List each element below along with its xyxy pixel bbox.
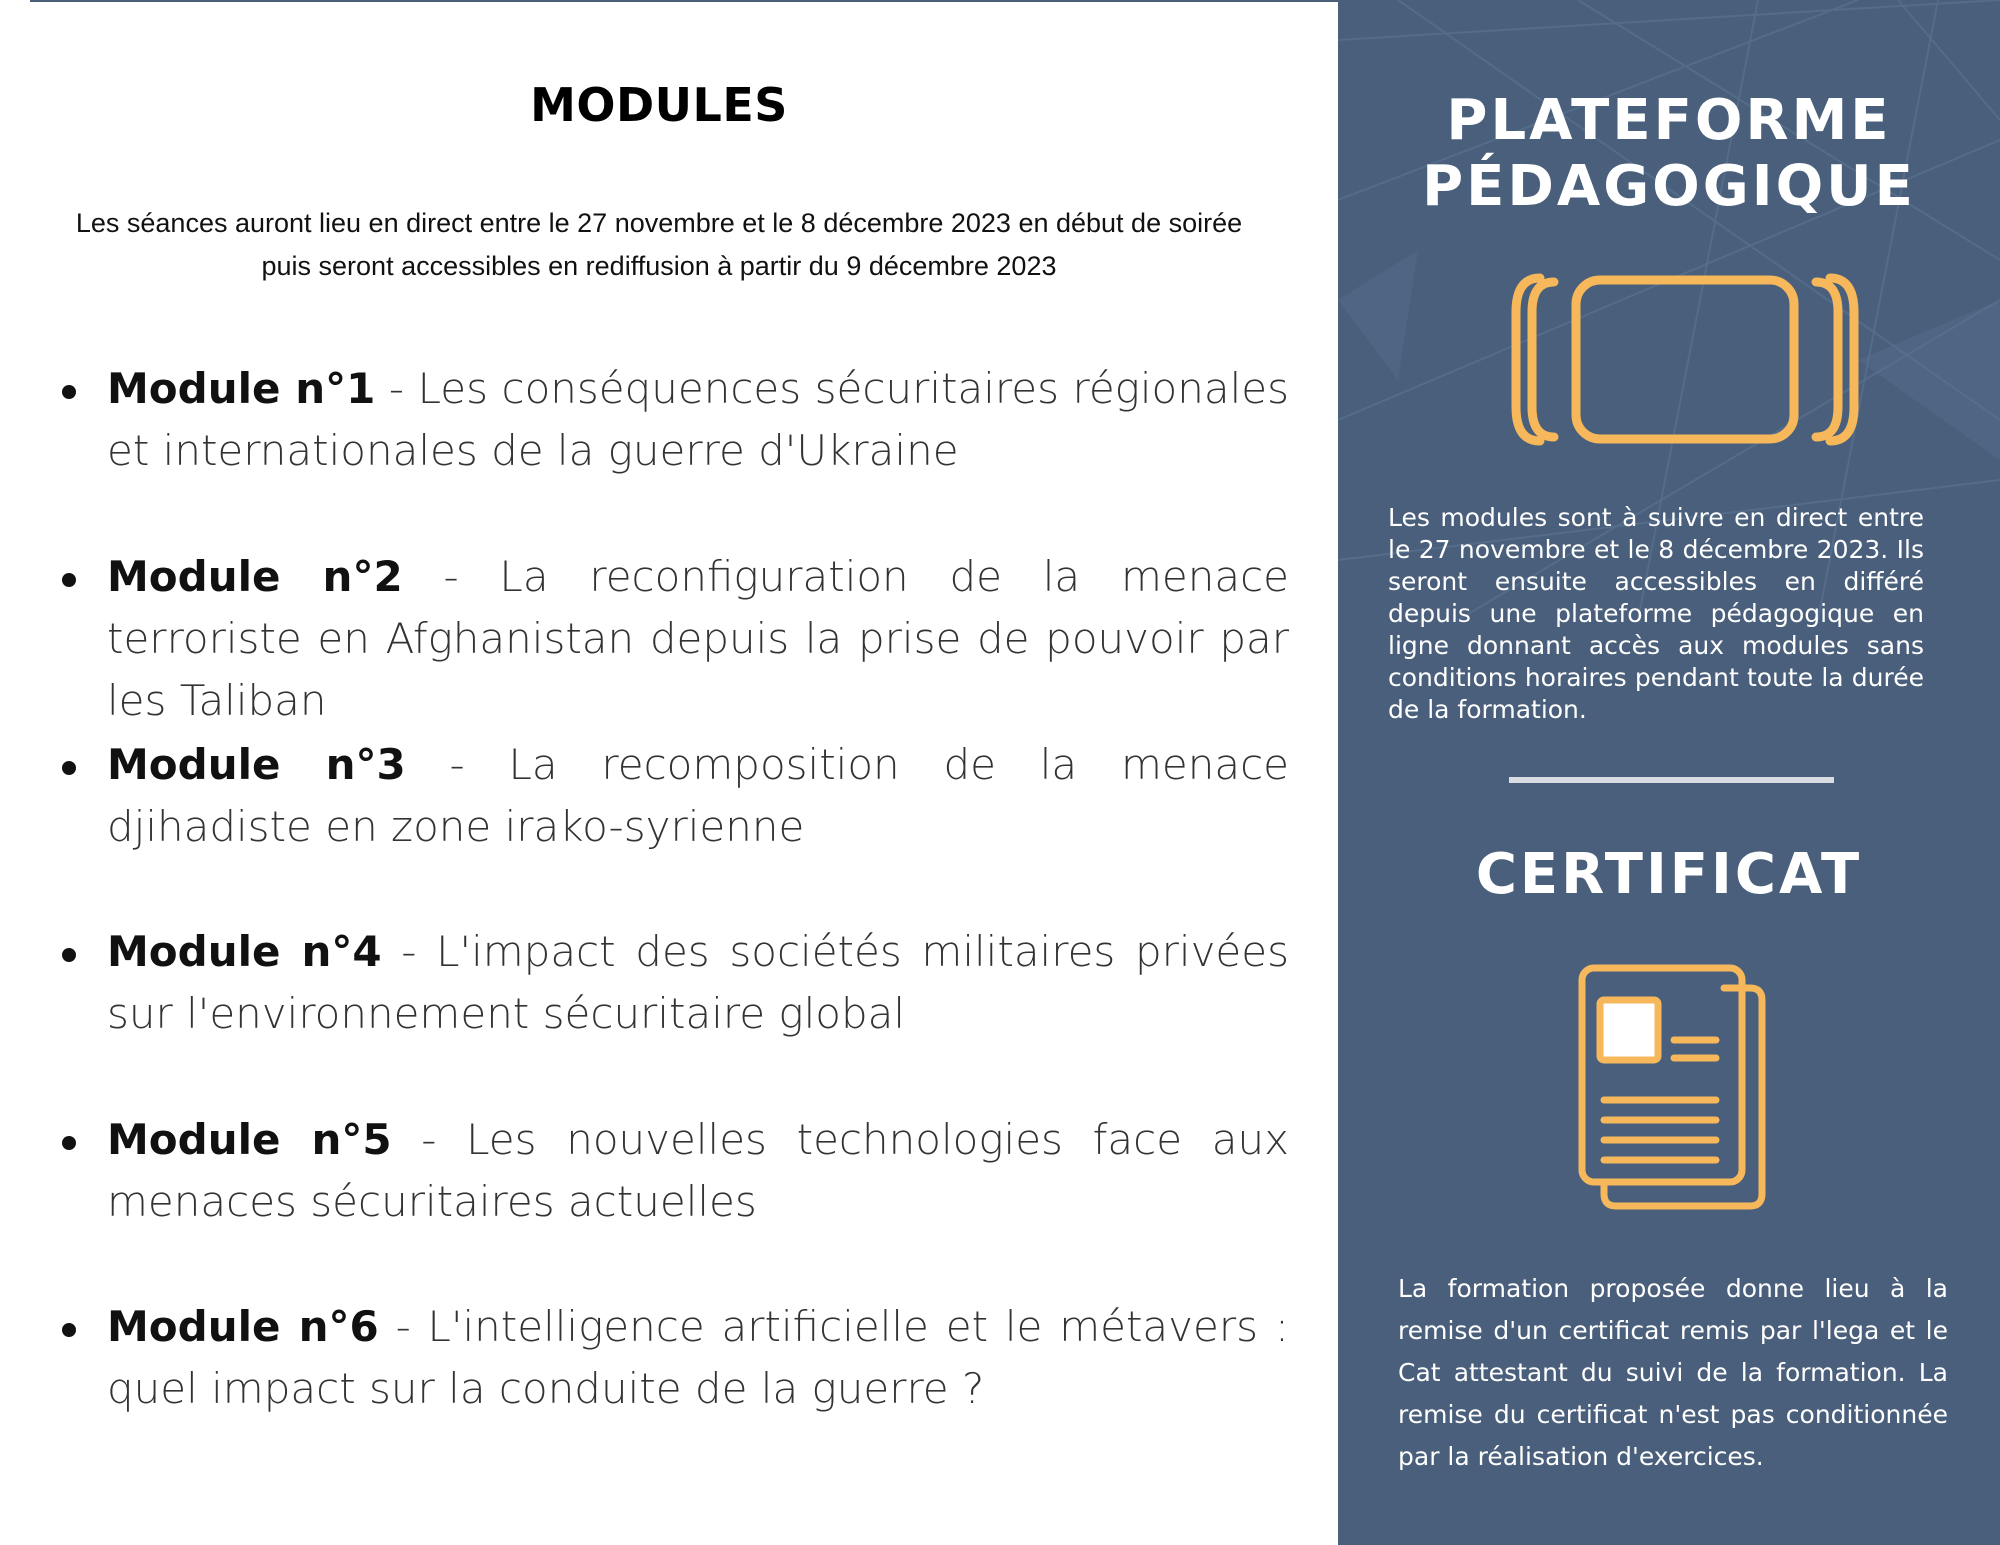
module-label: Module n°6 [107, 1302, 379, 1351]
module-description: - Les nouvelles technologies face aux menaces sécuritaires actuelles [107, 1115, 1289, 1226]
module-label: Module n°5 [107, 1115, 392, 1164]
module-text [107, 734, 1289, 858]
document-icon [1574, 962, 1774, 1216]
platform-title-line-1: PLATEFORME [1446, 88, 1892, 153]
bullet-icon [62, 573, 76, 587]
module-text [107, 358, 1289, 482]
module-text [107, 1296, 1289, 1420]
certificate-title: CERTIFICAT [1475, 842, 1863, 907]
bullet-icon [62, 761, 76, 775]
certificate-description: La formation proposée donne lieu à la remise d'un certificat remis par l'lega et le Cat attestant du suivi de la formation. La remise du certificat n'est pas conditionnée par la réalisation d'exercices. [1398, 1274, 1948, 1471]
platform-title [1338, 88, 2000, 220]
platform-title-line-2: PÉDAGOGIQUE [1422, 154, 1916, 219]
info-panel [1338, 0, 2000, 1545]
modules-intro [0, 202, 1318, 288]
module-label: Module n°2 [107, 552, 403, 601]
section-divider [1509, 777, 1834, 783]
bullet-icon [62, 385, 76, 399]
module-text [107, 1109, 1289, 1233]
modules-title: MODULES [530, 78, 788, 132]
module-label: Module n°4 [107, 927, 382, 976]
module-label: Module n°3 [107, 740, 406, 789]
module-text [107, 921, 1289, 1045]
module-description: - La recomposition de la menace djihadiste en zone irako-syrienne [107, 740, 1289, 851]
module-label: Module n°1 [107, 364, 376, 413]
tablet-icon [1510, 272, 1860, 451]
bullet-icon [62, 1136, 76, 1150]
intro-line-2: puis seront accessibles en rediffusion à partir du 9 décembre 2023 [261, 251, 1057, 281]
module-description: - Les conséquences sécuritaires régionales et internationales de la guerre d'Ukraine [107, 364, 1289, 475]
module-description: - L'impact des sociétés militaires privées sur l'environnement sécuritaire global [107, 927, 1289, 1038]
bullet-icon [62, 948, 76, 962]
platform-description: Les modules sont à suivre en direct entre le 27 novembre et le 8 décembre 2023. Ils seront ensuite accessibles en différé depuis une plateforme pédagogique en ligne donnant accès aux modules sans conditions horaires pendant toute la durée de la formation. [1388, 503, 1924, 724]
module-description: - La reconfiguration de la menace terroriste en Afghanistan depuis la prise de pouvoir par les Taliban [107, 552, 1289, 725]
module-text [107, 546, 1289, 732]
intro-line-1: Les séances auront lieu en direct entre le 27 novembre et le 8 décembre 2023 en début de soirée [75, 208, 1243, 238]
module-description: - L'intelligence artificielle et le métavers : quel impact sur la conduite de la guerre ? [107, 1302, 1289, 1413]
bullet-icon [62, 1323, 76, 1337]
